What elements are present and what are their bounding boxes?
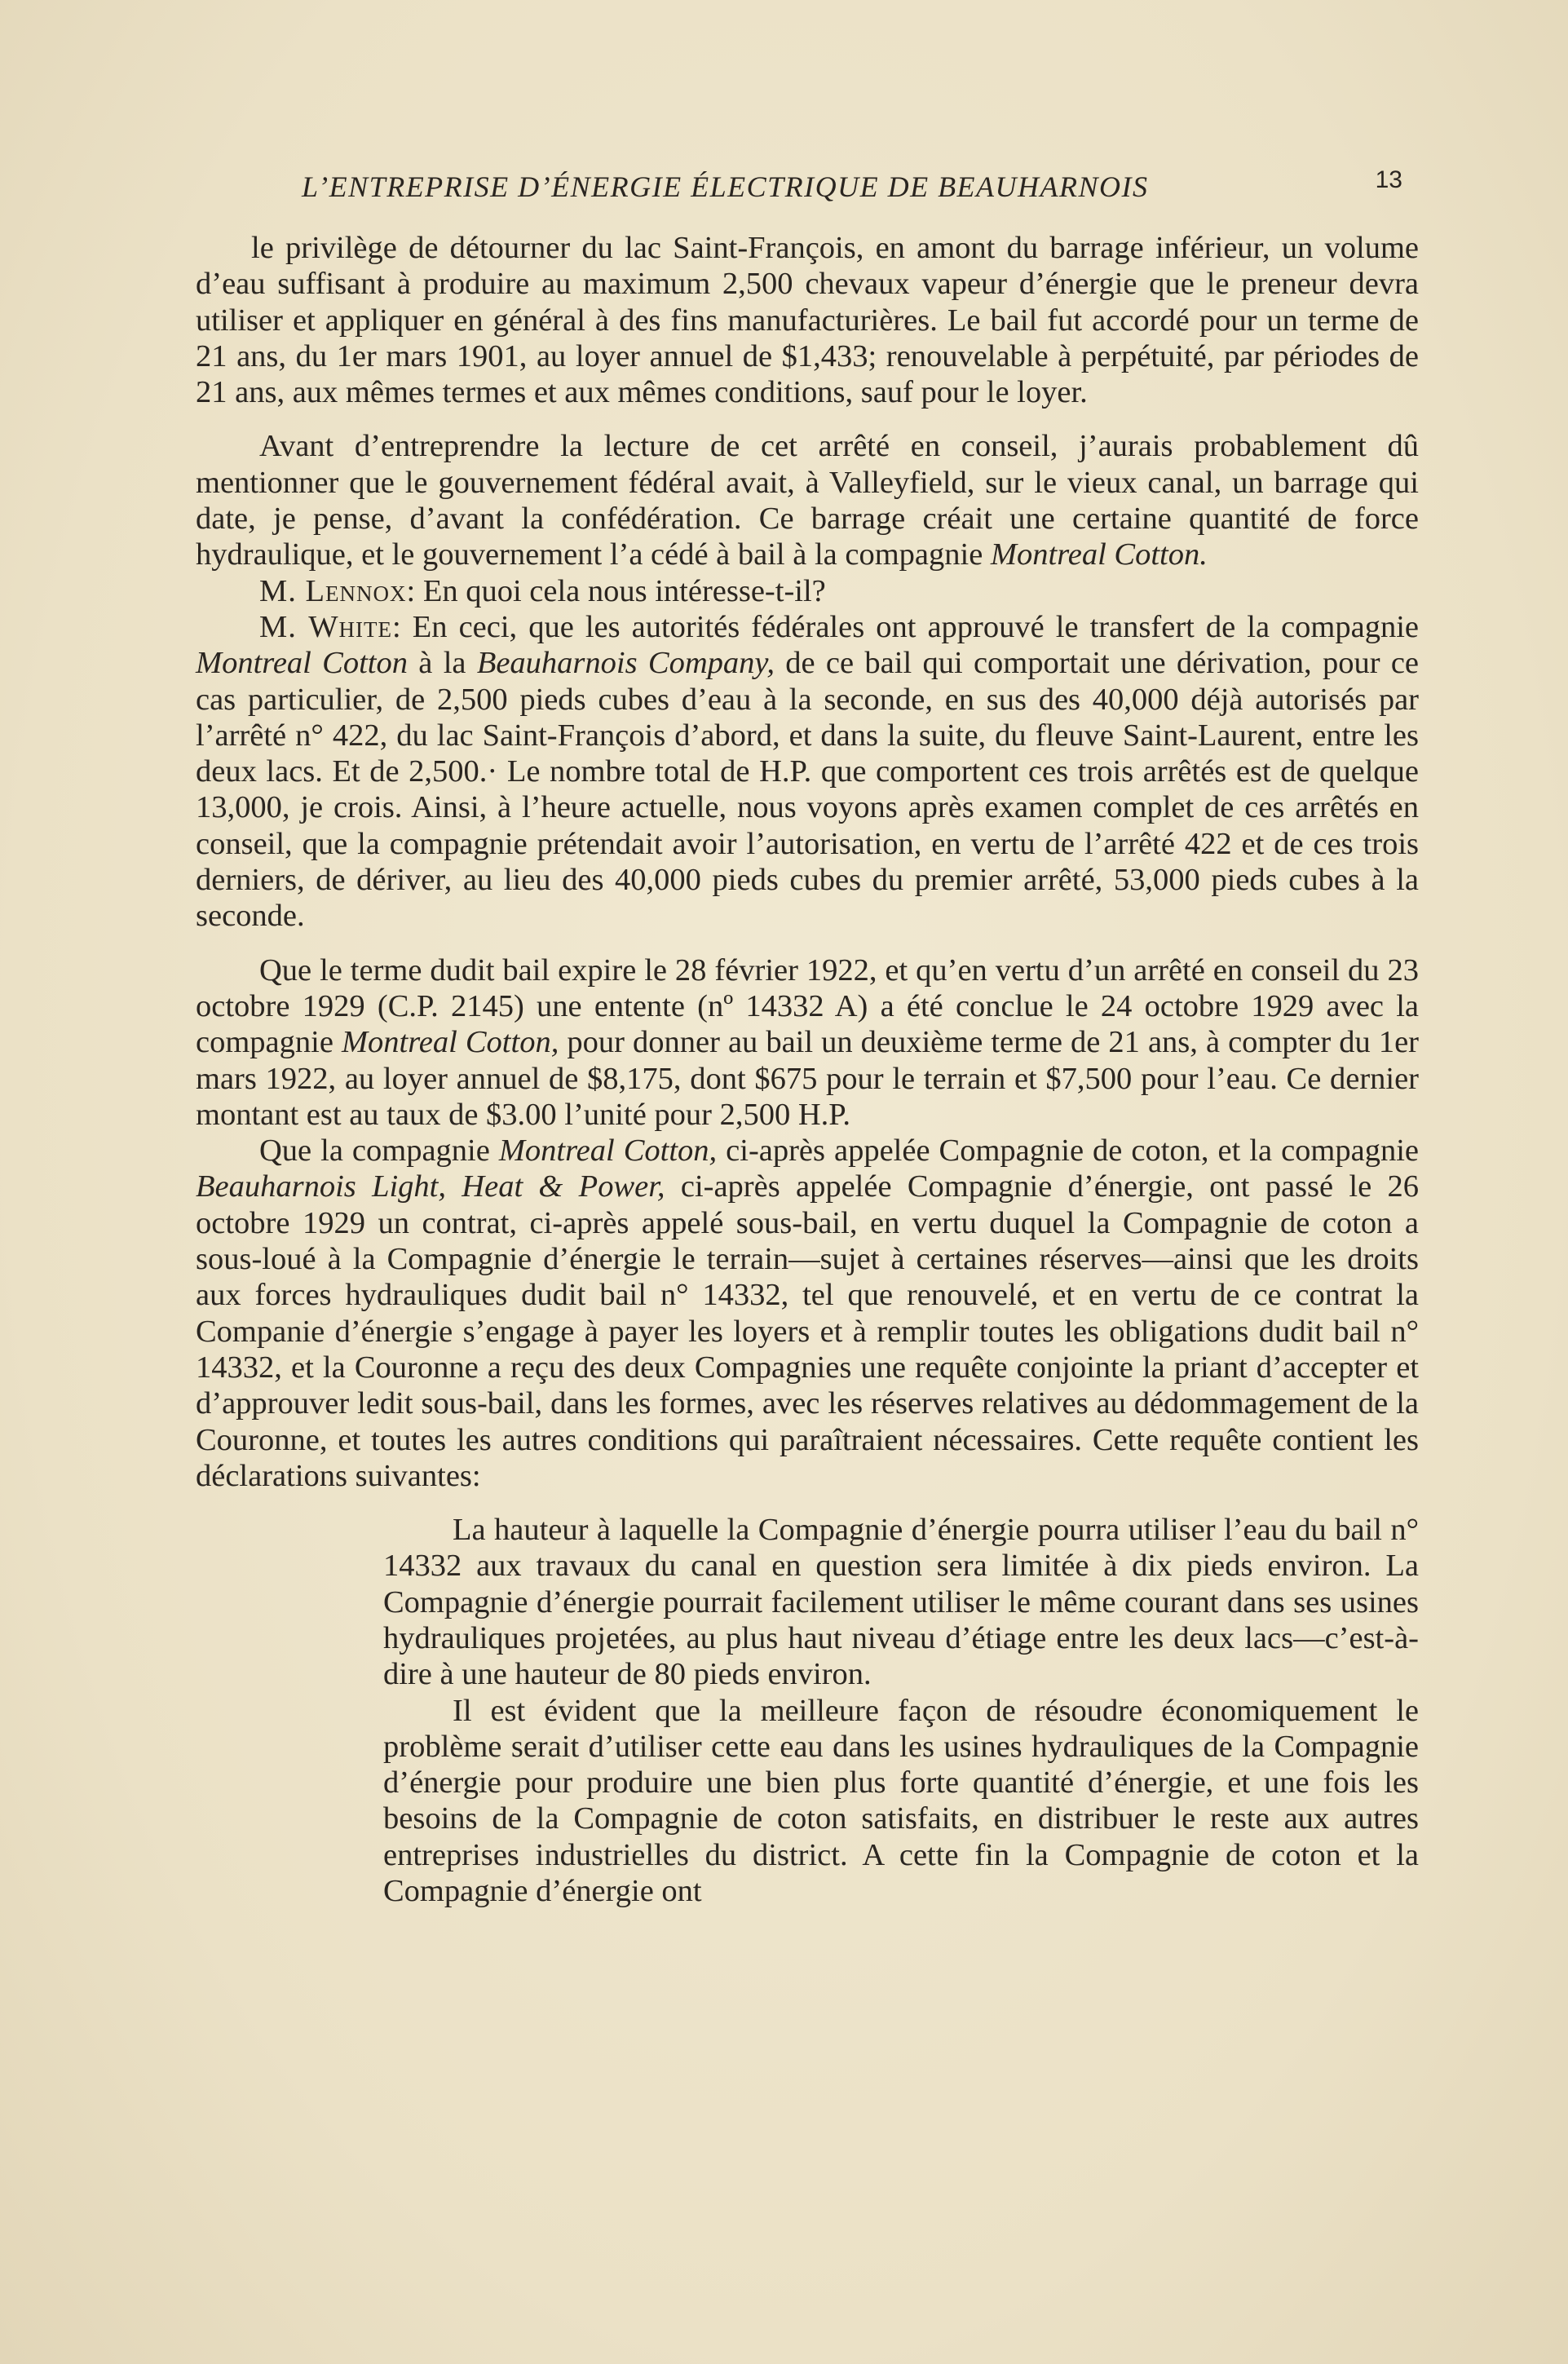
running-title: L’ENTREPRISE D’ÉNERGIE ÉLECTRIQUE DE BEAUHARNOIS — [302, 170, 1149, 203]
paragraph-text: Que la compagnie — [259, 1133, 499, 1169]
paragraph-text: : En ceci, que les autorités fédérales ont approuvé le transfert de la compagnie — [392, 609, 1420, 644]
paragraph-text: de ce bail qui comportait une dérivation, pour ce cas particulier, de 2,500 pieds cubes d’eau à la seconde, en sus des 40,000 déjà autorisés par l’arrêté n° 422, du lac Saint-François d’abord, et dans la suite, du fleuve Saint-Laurent, entre les deux lacs. Et de 2,500.· Le nombre total de H.P. que comportent ces trois arrêtés est de quelque 13,000, je crois. Ainsi, à l’heure actuelle, nous voyons après examen complet de ces arrêtés en conseil, que la compagnie prétendait avoir l’autorisation, en vertu de l’arrêté 422 et de ces trois derniers, de dériver, au lieu des 40,000 pieds cubes du premier arrêté, 53,000 pieds cubes à la seconde. — [196, 646, 1420, 934]
block-quote — [196, 1512, 1419, 1909]
speaker-name: M. Lennox — [259, 573, 407, 608]
paragraph-lennox — [196, 573, 1419, 609]
paragraph-federal-dam — [196, 428, 1419, 572]
quote-paragraph: Il est évident que la meilleure façon de résoudre économiquement le problème serait d’utiliser cette eau dans les usines hydrauliques de la Compagnie d’énergie pour produire une bien plus forte quantité d’énergie, et une fois les besoins de la Compagnie de coton satisfaits, en distribuer le reste aux autres entreprises industrielles du district. A cette fin la Compagnie de coton et la Compagnie d’énergie ont — [383, 1693, 1419, 1909]
company-name: Beauharnois Light, Heat & Power, — [196, 1169, 665, 1204]
page-header — [302, 166, 1402, 219]
paragraph-text: Avant d’entreprendre la lecture de cet arrêté en conseil, j’aurais probablement dû mentionner que le gouvernement fédéral avait, à Valleyfield, sur le vieux canal, un barrage qui date, je pense, d’avant la confédération. Ce barrage créait une certaine quantité de force hydraulique, et le gouvernement l’a cédé à bail à la compagnie — [196, 429, 1419, 572]
company-name: Montreal Cotton, — [341, 1025, 559, 1060]
paragraph-text: ci-après appelée Compagnie d’énergie, ont passé le 26 octobre 1929 un contrat, ci-après appelé sous-bail, en vertu duquel la Compagnie de coton a sous-loué à la Compagnie d’énergie le terrain—sujet à certaines réserves—ainsi que les droits aux forces hydrauliques dudit bail n° 14332, tel que renouvelé, et en vertu de ce contrat la Companie d’énergie s’engage à payer les loyers et à remplir toutes les obligations dudit bail n° 14332, et la Couronne a reçu des deux Compagnies une requête conjointe la priant d’accepter et d’approuver ledit sous-bail, dans les formes, avec les réserves relatives au dédommagement de la Couronne, et toutes les autres conditions qui paraîtraient nécessaires. Cette requête contient les déclarations suivantes: — [196, 1169, 1419, 1493]
speaker-name: M. White — [259, 609, 393, 644]
paragraph-text: le privilège de détourner du lac Saint-François, en amont du barrage inférieur, un volume d’eau suffisant à produire au maximum 2,500 chevaux vapeur d’énergie que le preneur devra utiliser et appliquer en général à des fins manufacturières. Le bail fut accordé pour un terme de 21 ans, du 1er mars 1901, au loyer annuel de $1,433; renouvelable à perpétuité, par périodes de 21 ans, aux mêmes termes et aux mêmes conditions, sauf pour le loyer. — [196, 231, 1419, 410]
paragraph-text: ci-après appelée Compagnie de coton, et la compagnie — [717, 1133, 1420, 1169]
company-name: Montreal Cotton, — [498, 1133, 718, 1169]
quote-paragraph: La hauteur à laquelle la Compagnie d’énergie pourra utiliser l’eau du bail n° 14332 aux travaux du canal en question sera limitée à dix pieds environ. La Compagnie d’énergie pourrait facilement utiliser le même courant dans ses usines hydrauliques projetées, au plus haut niveau d’étiage entre les deux lacs—c’est-à-dire à une hauteur de 80 pieds environ. — [383, 1513, 1419, 1692]
paragraph-sublease — [196, 1133, 1419, 1494]
company-name: Beauharnois Company, — [476, 646, 775, 681]
paragraph-lease-terms — [196, 230, 1419, 410]
paragraph-text: à la — [408, 646, 477, 681]
paragraph-text: : En quoi cela nous intéresse-t-il? — [406, 573, 826, 608]
paragraph-text: pour donner au bail un deuxième terme de 21 ans, à compter du 1er mars 1922, au loyer annuel de $8,175, dont $675 pour le terrain et $7,500 pour l’eau. Ce dernier montant est au taux de $3.00 l’unité pour 2,500 H.P. — [196, 1025, 1419, 1132]
paragraph-white — [196, 609, 1419, 935]
page-number: 13 — [1375, 166, 1402, 193]
paragraph-lease-expiry — [196, 952, 1419, 1133]
body-text — [196, 230, 1419, 1909]
company-name: Montreal Cotton — [196, 646, 408, 681]
paragraph-text: Que le terme dudit bail expire le 28 février 1922, et qu’en vertu d’un arrêté en conseil du 23 octobre 1929 (C.P. 2145) une entente (nº 14332 A) a été conclue le 24 octobre 1929 avec la compagnie — [196, 952, 1419, 1060]
company-name: Montreal Cotton. — [990, 537, 1208, 572]
